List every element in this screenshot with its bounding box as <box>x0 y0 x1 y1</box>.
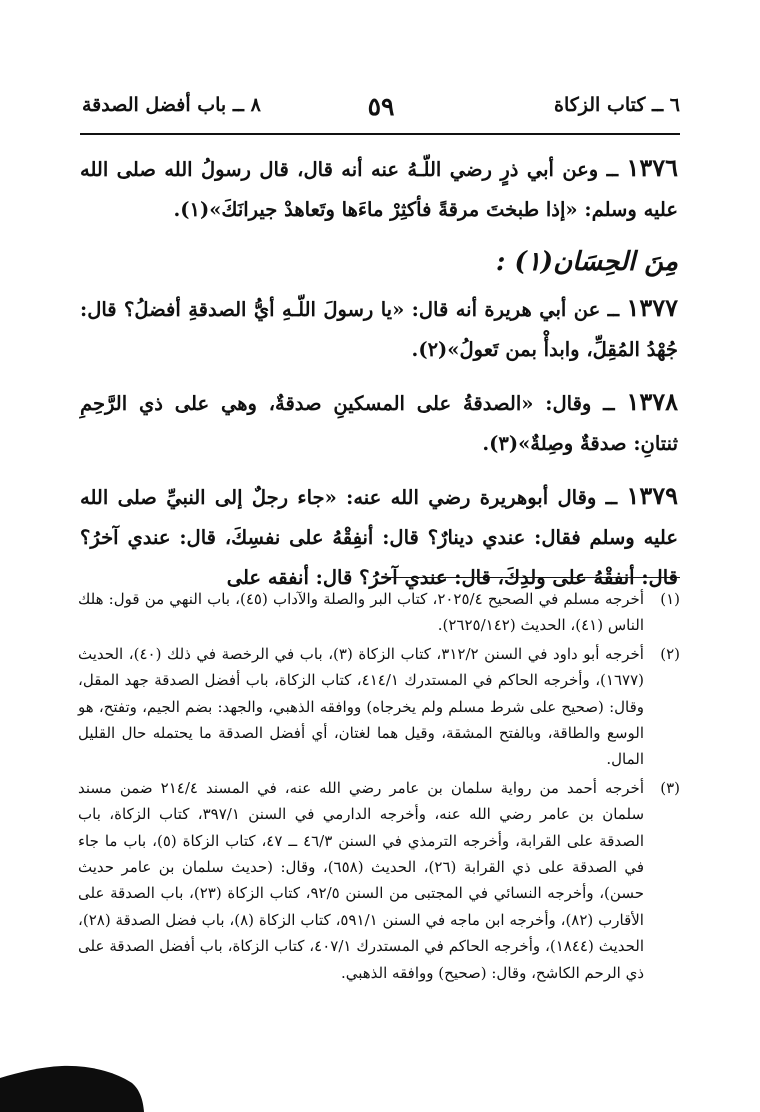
hadith-text: ــ وقال: «الصدقةُ على المسكينِ صدقةٌ، وهي على ذي الرَّحِمِ ثنتانِ: صدقةٌ وصِلةٌ»(٣). <box>80 392 678 455</box>
hadith-number: ١٣٧٩ <box>626 481 678 510</box>
hadith-text: ــ وقال أبوهريرة رضي الله عنه: «جاء رجلٌ إلى النبيِّ صلى الله عليه وسلم فقال: عندي دينارٌ؟ قال: أنفِقْهُ على نفسِكَ، قال: عندي آخرُ؟ قال: أنفقْهُ على ولدِكَ، قال: عندي آخرُ؟ قال: أنفقه على <box>80 486 678 589</box>
hadith-text: ــ عن أبي هريرة أنه قال: «يا رسولَ اللّـهِ أيُّ الصدقةِ أفضلُ؟ قال: جُهْدُ المُقِلِّ، وابدأْ بمن تَعولُ»(٢). <box>80 298 678 361</box>
footnote-marker: (٣) <box>660 778 680 797</box>
footnote-text: أخرجه أحمد من رواية سلمان بن عامر رضي الله عنه، في المسند ٢١٤/٤ ضمن مسند سلمان بن عامر رضي الله عنه، وأخرجه الدارمي في السنن ٣٩٧/١، كتاب الزكاة، باب الصدقة على القرابة، وأخرجه الترمذي في السنن ٤٦/٣ ــ ٤٧، كتاب الزكاة (٥)، باب ما جاء في الصدقة على ذي القرابة (٢٦)، الحديث (٦٥٨)، وقال: (حديث سلمان بن عامر حديث حسن)، وأخرجه النسائي في المجتبى من السنن ٩٢/٥، كتاب الزكاة (٢٣)، باب الصدقة على الأقارب (٨٢)، وأخرجه ابن ماجه في السنن ٥٩١/١، كتاب الزكاة (٨)، باب فضل الصدقة (٢٨)، الحديث (١٨٤٤)، وأخرجه الحاكم في المستدرك ٤٠٧/١، كتاب الزكاة، باب أفضل الصدقة على ذي الرحم الكاشح، وقال: (صحيح) ووافقه الذهبي. <box>78 778 645 982</box>
hadith-text: ــ وعن أبي ذرٍ رضي اللّـهُ عنه أنه قال، قال رسولُ الله صلى الله عليه وسلم: «إذا طبختَ مرقةً فأكثِرْ ماءَها وتَعاهدْ جيرانَكَ»(١). <box>80 158 678 221</box>
footnote-text: أخرجه مسلم في الصحيح ٢٠٢٥/٤، كتاب البر والصلة والآداب (٤٥)، باب النهي من قول: هلك الناس (٤١)، الحديث (٢٦٢٥/١٤٢). <box>78 590 644 635</box>
chapter-title: ٦ ــ كتاب الزكاة <box>554 94 680 116</box>
hadith-number: ١٣٧٧ <box>626 293 678 322</box>
footnote-marker: (١) <box>660 590 680 608</box>
hasan-section-heading: مِنَ الحِسَان(١) : <box>495 247 678 277</box>
footnote-text: أخرجه أبو داود في السنن ٣١٢/٢، كتاب الزكاة (٣)، باب في الرخصة في ذلك (٤٠)، الحديث (١٦٧٧)، وأخرجه الحاكم في المستدرك ٤١٤/١، كتاب الزكاة، باب أفضل الصدقة جهد المقل، وقال: (صحيح على شرط مسلم ولم يخرجاه) ووافقه الذهبي، والجهد: بضم الجيم، وتفتح، هو الوسع والطاقة، وبالفتح المشقة، وقيل هما لغتان، أي أفضل الصدقة ما يحتمله حال القليل المال. <box>78 644 644 769</box>
section-title-header: ٨ ــ باب أفضل الصدقة <box>82 94 261 116</box>
hadith-number: ١٣٧٦ <box>626 153 678 182</box>
footnote-marker: (٢) <box>660 644 680 663</box>
page-number: ٥٩ <box>367 92 395 121</box>
hadith-number: ١٣٧٨ <box>626 387 678 416</box>
